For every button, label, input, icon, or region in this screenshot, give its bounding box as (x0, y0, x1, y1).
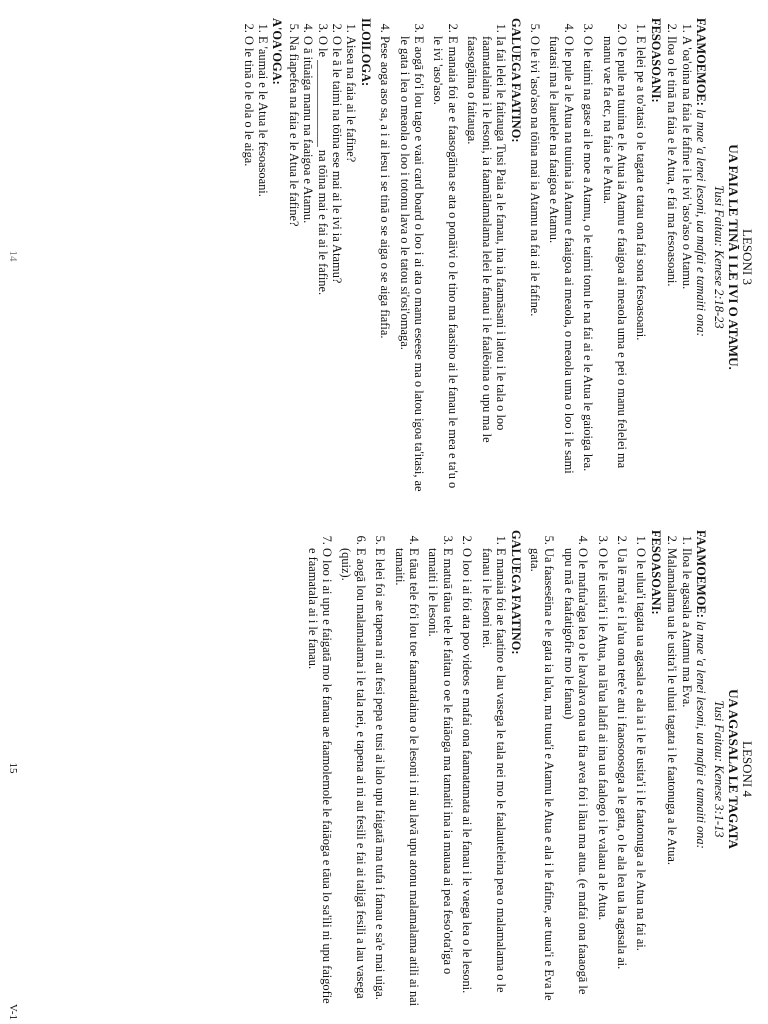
page-code: V-1 (7, 1003, 20, 1020)
list-item: 4. O le mafua'aga lea o le lavalava ona ua fia avea foi i lāua ma atua. (e mafai ona faaaogā le upu mā e faafatigofie mo le fanau) (561, 548, 590, 1008)
section-label-galuega: GALUEGA FAATINO: (508, 530, 523, 655)
lesson-title: LESONI 4 (740, 741, 755, 797)
lesson-reference: Tusi Faitau: Kenese 2:18-23 (712, 185, 726, 329)
galuega-list (378, 18, 508, 496)
list-item: 2. Ua lē ma'ai e i la'ua ona tete'e atu i faaosoosoga a le gata, o le ala lea ua la agasala ai. (615, 548, 629, 1008)
list-item: 1. Ia fai lelei le faitauga Tusi Paia a le fanau, ina ia faamāsani i latou i le tala o loo faamatalaina i le lesoni, ia faamālamalama lelei le fanau i le faalēoina o upu ma le faasogāina o faitauga. (465, 36, 508, 496)
page-number: 14 (7, 250, 20, 262)
objectives-list (665, 18, 694, 496)
galuega-list (305, 530, 508, 1008)
section-label-fesoasoani: FESOASOANI: (648, 530, 663, 615)
list-item: 2. O le pule na tuuina e le Atua ia Atamu e faaigoa ai meaola uma e pei o manu felelei ma manu vae fa etc, na faia e le Atua. (600, 36, 629, 496)
intro-text: la mae 'a lenei lesoni, ua mafai e tamaiti ona: (694, 108, 708, 337)
section-label-galuega: GALUEGA FAATINO: (508, 18, 523, 143)
list-item: 3. O le lē usita'i i le Atua, na lā'ua lalafi ai ina ua faalogo i le valaau a le Atua. (595, 548, 609, 1008)
intro (694, 530, 708, 1008)
section-label-aoaoga: A'OA'OGA: (270, 18, 285, 85)
intro-text: la mae 'a lenei lesoni, ua mafai e tamaiti ona: (694, 620, 708, 849)
list-item: 2. O loo i ai foi ata poo videos e mafai ona faamatamata ai le fanau i le vaega lea o le lesoni. (460, 548, 474, 1008)
aoaoga-list (241, 18, 270, 496)
section-label-iloiloga: ILOILOGA: (358, 18, 373, 87)
list-item: 3. E aogā fo'i lou tago e vaai card board o loo i ai ata o manu eseese ma o latou igoa ta'itasi, ae le gata i lea o meaola o loo i totonu lava o le tatou si'osi'omaga. (397, 36, 426, 496)
page-number: 15 (7, 762, 20, 774)
lesson-reference: Tusi Faitau: Kenese 3:1-13 (712, 700, 726, 838)
intro-label: FAAMOEMOE: (694, 530, 708, 618)
list-item: 1. A 'oa'oina na faia le fafine i le ivi 'aso'aso o Atamu. (679, 36, 693, 496)
list-item: 1. Aisea na faia ai le fafine? (344, 36, 358, 496)
iloiloga-list (286, 18, 358, 496)
page-lesson-4 (0, 512, 768, 1024)
lesson-heading: UA FAIA LE TINĀ I LE IVI O ATAMU. (726, 144, 741, 370)
section-label-fesoasoani: FESOASOANI: (648, 18, 663, 103)
list-item: 2. Iloa o le tinā na faia e le Atua, e fai ma fesoasoani. (665, 36, 679, 496)
list-item: 1. Iloa le agasala a Atamu ma Eva. (679, 548, 693, 1008)
list-item: 5. Ua faasesēina e le gata ia la'ua, ma tuua'i e Atamu le Atua e ala i le fafine, ae tuua'i e Eva le gata. (528, 548, 557, 1008)
list-item: 3. O le ______________ na tōina mai e fai ai le fafine. (315, 36, 329, 496)
list-item: 6. E aogā lou malamalama i le tala nei, e tapena ai ni au fesili e fai ai taligā fesili a lau vasega (quiz). (339, 548, 368, 1008)
list-item: 4. O le pule a le Atua na tuuina ia Atamu e faaigoa ai meaola, o meaola uma o loo i le sami fuatasi ma le lauelele na faaigoa e Atamu. (547, 36, 576, 496)
list-item: 2. O le tinā o le ola o le aiga. (241, 36, 255, 496)
objectives-list (665, 530, 694, 1008)
list-item: 2. Malamalama ua le usita'i le uluai tagata i le faatonuga a le Atua. (665, 548, 679, 1008)
list-item: 4. E tāua tele fo'i lou toe faamatalaina o le lesoni i ni au lavā upu atonu malamalama atili ai nai tamaiti. (392, 548, 421, 1008)
list-item: 5. Na fiapefea na faia e le Atua le fafine? (286, 36, 300, 496)
fesoasoani-list (528, 18, 649, 496)
list-item: 2. E manaia foi ae e faasogāina se ata o ponāivi o le tino ma faasino ai le fanau le mea e ta'u o le ivi 'aso'aso. (431, 36, 460, 496)
list-item: 1. O le ulua'i tagata ua agasala e ala ia i le lē usita'i i le faatonuga a le Atua na fai ai. (634, 548, 648, 1008)
list-item: 1. E manaia foi ae faatino e lau vasega le tala nei mo le faalauteleina pea o malamalama o le fanau i le lesoni nei. (479, 548, 508, 1008)
list-item: 5. E lelei foi ae tapena ni au fesi pepa e tusi ai lalo upu faigatā ma tufa i fanau e sa'e mai uiga. (373, 548, 387, 1008)
list-item: 1. E 'aumai e le Atua le fesoasoani. (256, 36, 270, 496)
intro (694, 18, 708, 496)
lesson-heading: UA AGASALA LE TAGATA (726, 689, 741, 849)
list-item: 5. O le ivi 'aso'aso na tōina mai ia Atamu na fai ai le fafine. (528, 36, 542, 496)
fesoasoani-list (528, 530, 649, 1008)
list-item: 1. E lelei pe a to'atasi o le tagata e tatau ona fai sona fesoasoani. (634, 36, 648, 496)
lesson-title: LESONI 3 (740, 229, 755, 285)
intro-label: FAAMOEMOE: (694, 18, 708, 106)
list-item: 2. O le ā le taimi na tōina ese mai ai le ivi ia Atamu? (330, 36, 344, 496)
list-item: 4. O ā itūaiga manu na faaigoa e Atamu. (301, 36, 315, 496)
list-item: 3. O le taimi na gase ai le moe a Atamu, o le taimi tonu le na fai ai e le Atua le gaioiga lea. (581, 36, 595, 496)
list-item: 4. Pese aoga aso sa, a i ai lesu i se tinā o se aiga o se aiga fiafia. (378, 36, 392, 496)
list-item: 3. E matuā tāua tele le faitau o oe le faiāoga ma tamaiti ina ia mauaa ai pea feso'ota'iga o tamaiti i le lesoni. (426, 548, 455, 1008)
list-item: 7. O loo i ai upu e faigatā mo le fanau ae faamolemole le faiāoga e tāua lo sa'ili ni upu faigofie e faamatala ai i le fanau. (305, 548, 334, 1008)
